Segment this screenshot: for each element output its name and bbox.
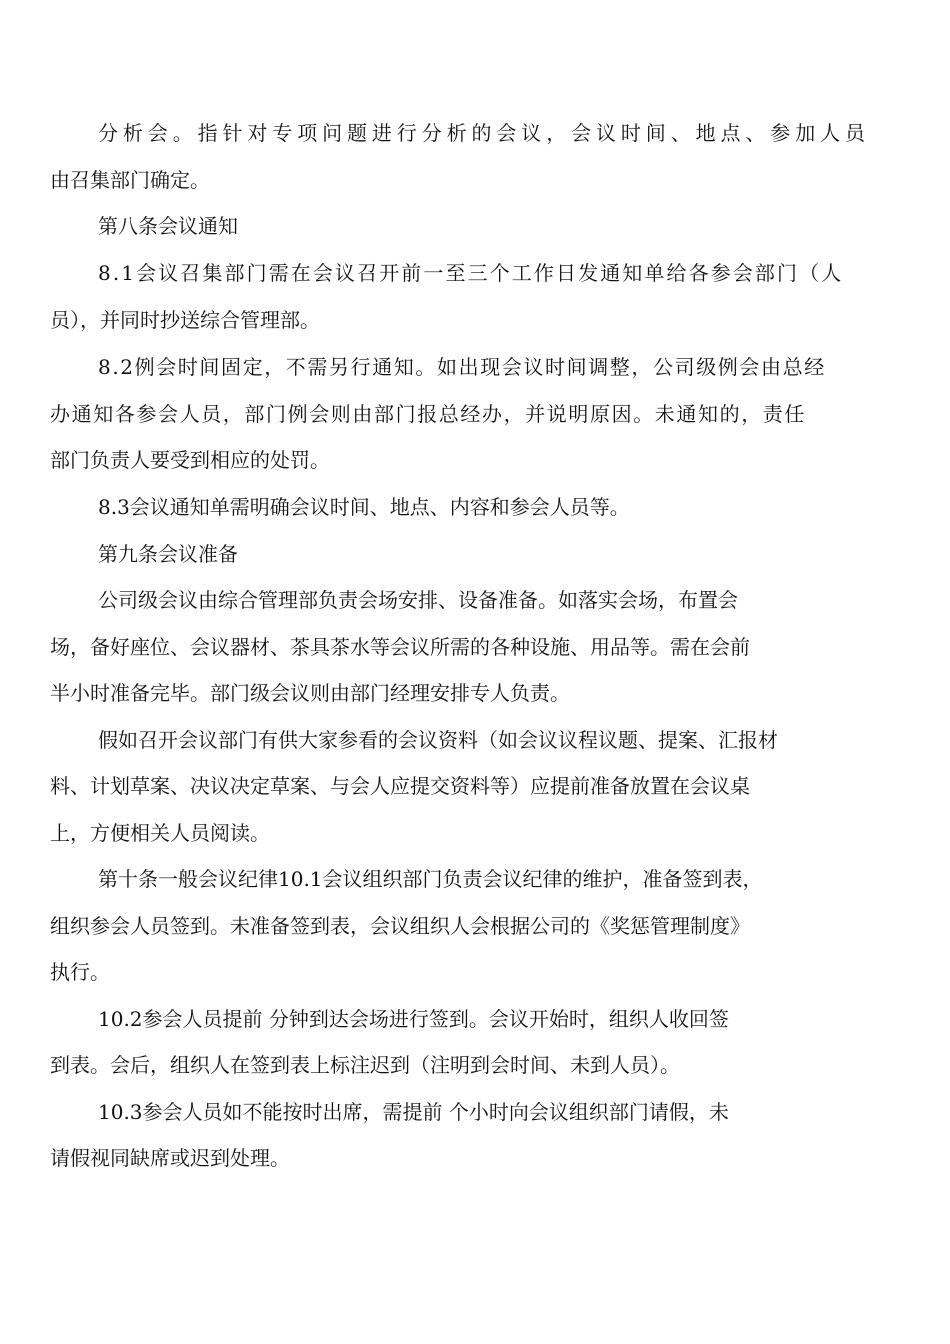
paragraph-line: 公司级会议由综合管理部负责会场安排、设备准备。如落实会场，布置会 bbox=[98, 588, 738, 612]
paragraph-line: 组织参会人员签到。未准备签到表，会议组织人会根据公司的《奖惩管理制度》 bbox=[50, 914, 750, 938]
paragraph-line: 由召集部门确定。 bbox=[50, 168, 210, 192]
paragraph-line: 8.2例会时间固定，不需另行通知。如出现会议时间调整，公司级例会由总经 bbox=[98, 355, 826, 379]
paragraph-line: 部门负责人要受到相应的处罚。 bbox=[50, 448, 330, 472]
section-heading: 第九条会议准备 bbox=[98, 542, 238, 566]
paragraph-line: 到表。会后，组织人在签到表上标注迟到（注明到会时间、未到人员）。 bbox=[50, 1053, 680, 1077]
paragraph-line: 第十条一般会议纪律10.1会议组织部门负责会议纪律的维护，准备签到表， bbox=[98, 867, 763, 891]
paragraph-line: 上，方便相关人员阅读。 bbox=[50, 821, 270, 845]
paragraph-line: 分析会。指针对专项问题进行分析的会议，会议时间、地点、参加人员 bbox=[98, 121, 870, 145]
paragraph-line: 办通知各参会人员，部门例会则由部门报总经办，并说明原因。未通知的，责任 bbox=[50, 402, 806, 426]
paragraph-line: 场，备好座位、会议器材、茶具茶水等会议所需的各种设施、用品等。需在会前 bbox=[50, 635, 750, 659]
paragraph-line: 8.1会议召集部门需在会议召开前一至三个工作日发通知单给各参会部门（人 bbox=[98, 261, 844, 285]
paragraph-line: 料、计划草案、决议决定草案、与会人应提交资料等）应提前准备放置在会议桌 bbox=[50, 774, 750, 798]
paragraph-line: 假如召开会议部门有供大家参看的会议资料（如会议议程议题、提案、汇报材 bbox=[98, 728, 778, 752]
paragraph-line: 请假视同缺席或迟到处理。 bbox=[50, 1146, 290, 1170]
section-heading: 第八条会议通知 bbox=[98, 214, 238, 238]
paragraph-line: 8.3会议通知单需明确会议时间、地点、内容和参会人员等。 bbox=[98, 495, 630, 519]
paragraph-line: 半小时准备完毕。部门级会议则由部门经理安排专人负责。 bbox=[50, 681, 570, 705]
paragraph-line: 员），并同时抄送综合管理部。 bbox=[50, 308, 320, 332]
paragraph-line: 10.2参会人员提前 分钟到达会场进行签到。会议开始时，组织人收回签 bbox=[98, 1007, 729, 1031]
paragraph-line: 执行。 bbox=[50, 960, 110, 984]
paragraph-line: 10.3参会人员如不能按时出席，需提前 个小时向会议组织部门请假，未 bbox=[98, 1100, 729, 1124]
